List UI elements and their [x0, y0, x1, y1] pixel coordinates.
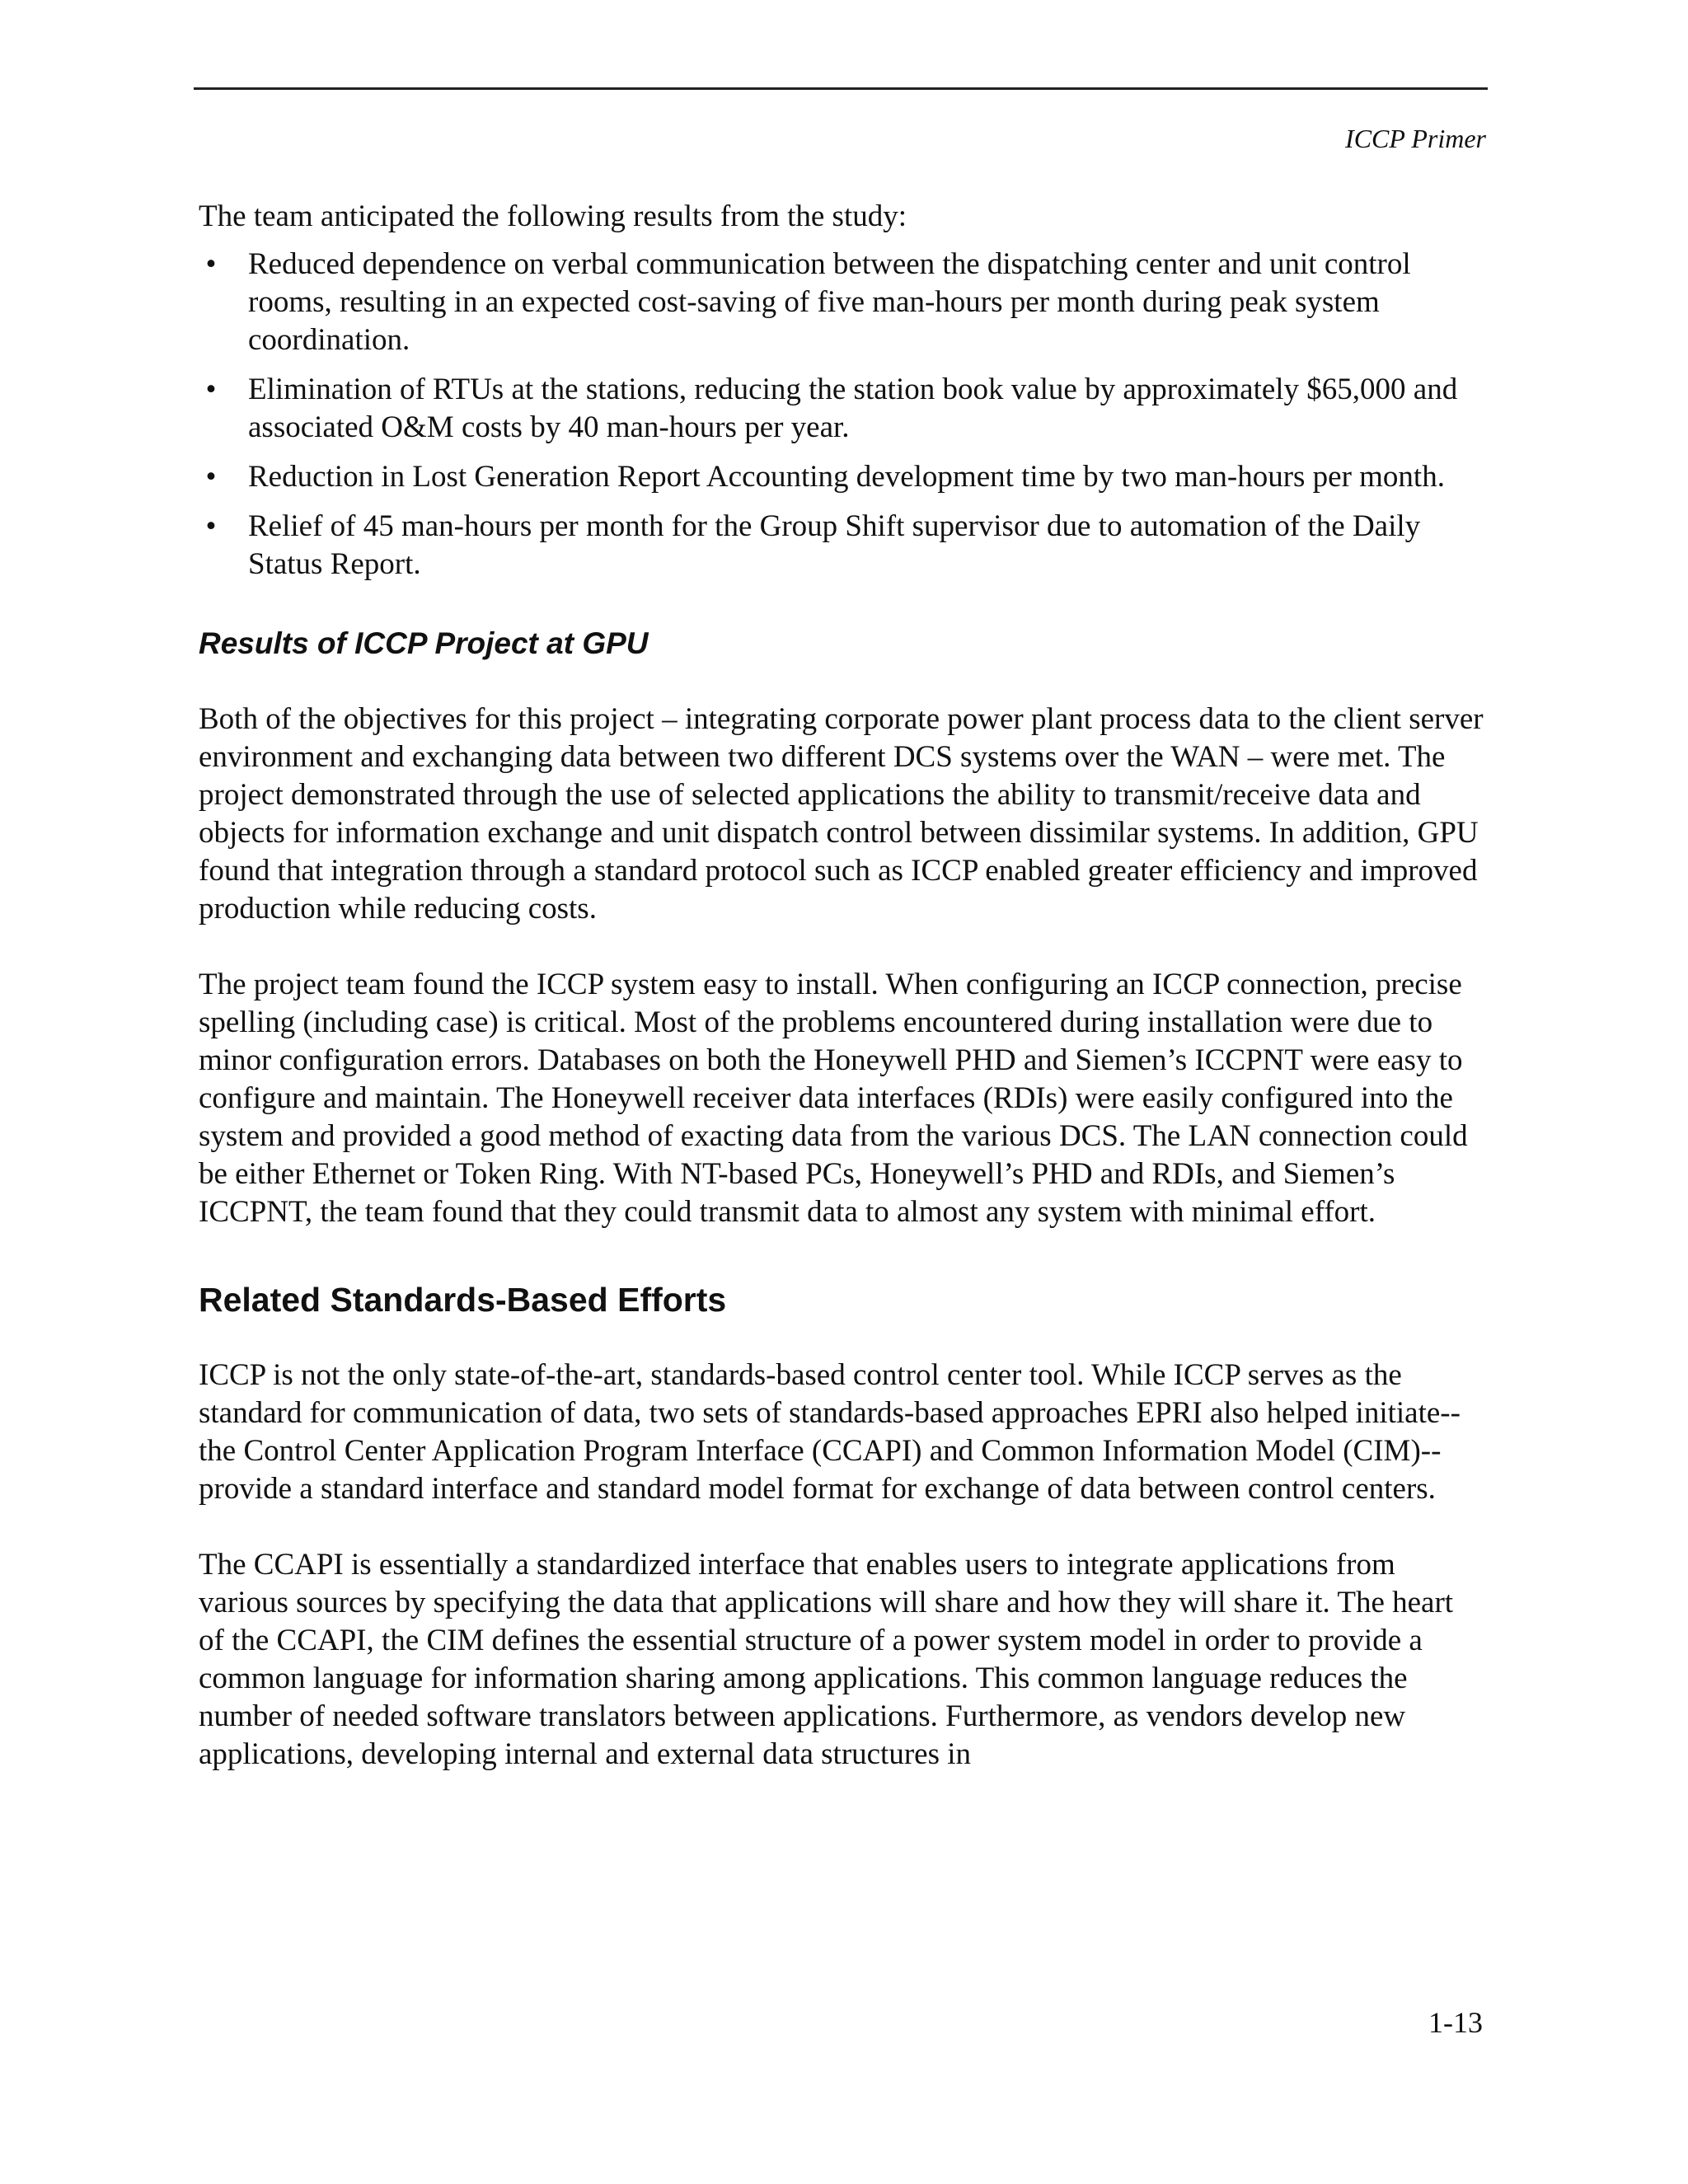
bullet-icon: •: [205, 373, 217, 406]
running-header: ICCP Primer: [1345, 124, 1486, 153]
results-paragraph-2: The project team found the ICCP system easy to install. When configuring an ICCP connection, precise spelling (including case) is critical. Most of the problems encountered during installation were due to minor configuration errors. Databases on both the Honeywell PHD and Siemen’s ICCPNT were easy to configure and maintain. The Honeywell receiver data interfaces (RDIs) were easily configured into the system and provided a good method of exacting data from the various DCS. The LAN connection could be either Ethernet or Token Ring. With NT-based PCs, Honeywell’s PHD and RDIs, and Siemen’s ICCPNT, the team found that they could transmit data to almost any system with minimal effort.: [199, 968, 1468, 1229]
bullet-item: [199, 371, 1486, 447]
bullet-icon: •: [205, 460, 217, 494]
paragraph-spacer: [199, 928, 1486, 966]
results-bullet-list: [199, 246, 1486, 583]
header-rule: [194, 87, 1488, 90]
related-paragraph-2: The CCAPI is essentially a standardized interface that enables users to integrate applications from various sources by specifying the data that applications will share and how they will share it. The heart of the CCAPI, the CIM defines the essential structure of a power system model in order to provide a common language for information sharing among applications. This common language reduces the number of needed software translators between applications. Furthermore, as vendors develop new applications, developing internal and external data structures in: [199, 1548, 1454, 1771]
results-paragraph-1: Both of the objectives for this project – integrating corporate power plant process data to the client server environment and exchanging data between two different DCS systems over the WAN – were met. The project demonstrated through the use of selected applications the ability to transmit/receive data and objects for information exchange and unit dispatch control between dissimilar systems. In addition, GPU found that integration through a standard protocol such as ICCP enabled greater efficiency and improved production while reducing costs.: [199, 702, 1484, 926]
related-standards-heading: Related Standards-Based Efforts: [199, 1281, 727, 1319]
paragraph-spacer: [199, 1508, 1486, 1546]
bullet-text: Reduced dependence on verbal communication between the dispatching center and unit control rooms, resulting in an expected cost-saving of five man-hours per month during peak system coordination.: [248, 247, 1411, 357]
intro-paragraph: The team anticipated the following results from the study:: [199, 199, 907, 233]
bullet-icon: •: [205, 247, 217, 281]
bullet-text: Reduction in Lost Generation Report Accounting development time by two man-hours per month.: [248, 460, 1445, 494]
page-content: [199, 198, 1486, 1774]
bullet-item: [199, 246, 1486, 359]
bullet-item: [199, 508, 1486, 583]
bullet-text: Relief of 45 man-hours per month for the Group Shift supervisor due to automation of the Daily Status Report.: [248, 509, 1421, 581]
bullet-text: Elimination of RTUs at the stations, reducing the station book value by approximately $65,000 and associated O&M costs by 40 man-hours per year.: [248, 373, 1458, 444]
results-heading: Results of ICCP Project at GPU: [199, 626, 649, 660]
page-number: 1-13: [1428, 2006, 1483, 2039]
bullet-icon: •: [205, 509, 217, 543]
bullet-item: [199, 458, 1486, 496]
related-paragraph-1: ICCP is not the only state-of-the-art, standards-based control center tool. While ICCP serves as the standard for communication of data, two sets of standards-based approaches EPRI also helped initiate--the Control Center Application Program Interface (CCAPI) and Common Information Model (CIM)--provide a standard interface and standard model format for exchange of data between control centers.: [199, 1358, 1461, 1506]
